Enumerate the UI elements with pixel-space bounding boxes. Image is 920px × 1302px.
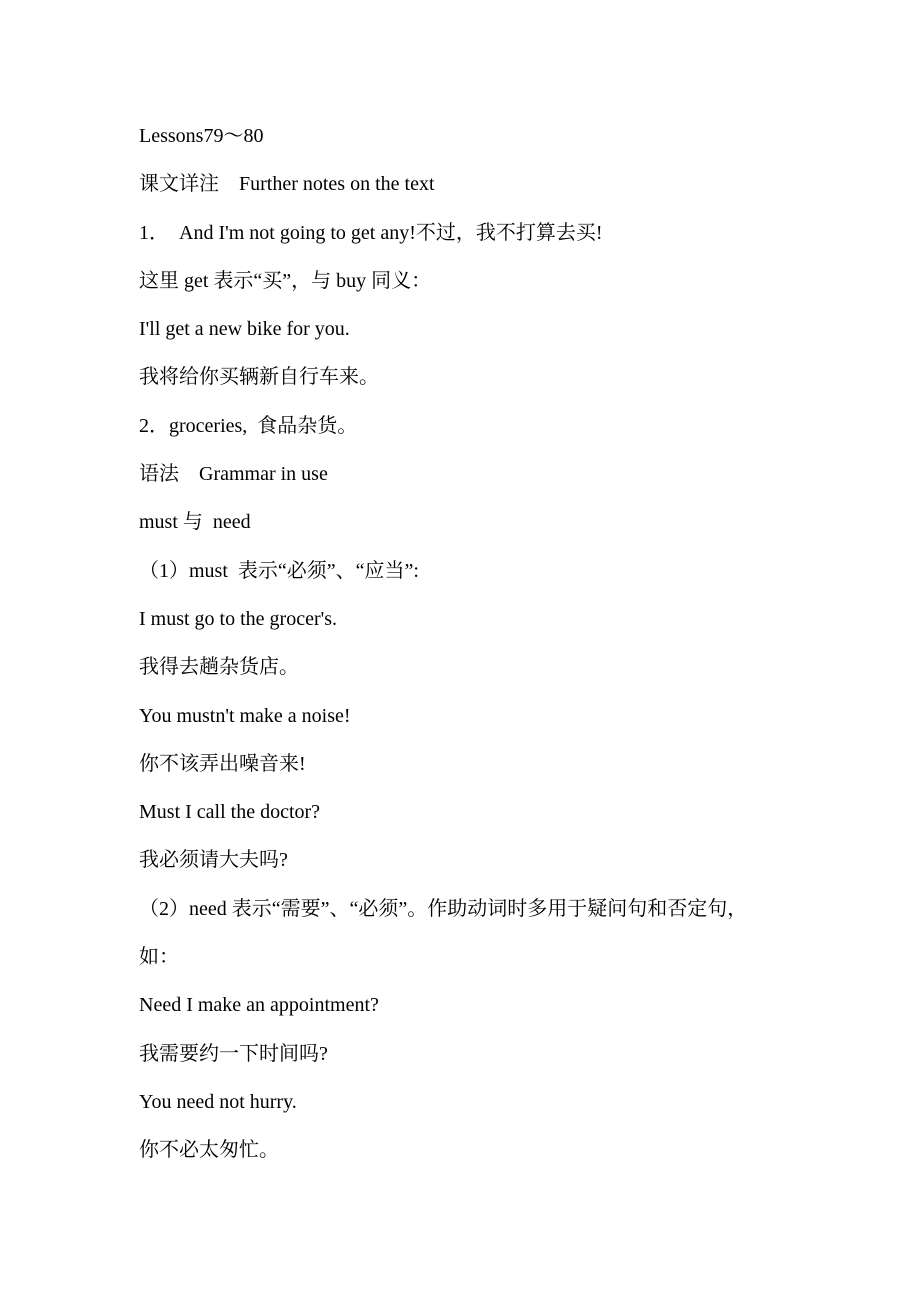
grammar-topic: must 与 need — [139, 511, 251, 534]
section-heading-grammar: 语法 Grammar in use — [139, 463, 328, 486]
example-translation: 我得去趟杂货店。 — [139, 656, 299, 679]
example-translation: 我将给你买辆新自行车来。 — [139, 366, 379, 389]
example-translation: 你不该弄出噪音来! — [139, 752, 306, 775]
example-translation: 你不必太匆忙。 — [139, 1139, 279, 1162]
example-sentence: Must I call the doctor? — [139, 801, 321, 824]
example-translation: 我需要约一下时间吗? — [139, 1042, 328, 1065]
example-sentence: You need not hurry. — [139, 1090, 297, 1113]
section-heading-notes: 课文详注 Further notes on the text — [139, 173, 435, 196]
note-explanation: 这里 get 表示“买”，与 buy 同义： — [139, 269, 432, 292]
grammar-point-2: （2）need 表示“需要”、“必须”。作助动词时多用于疑问句和否定句， — [139, 897, 748, 920]
grammar-point-2-continued: 如： — [139, 946, 179, 969]
lesson-title: Lessons79～80 — [139, 125, 264, 147]
document-body — [139, 122, 799, 1185]
example-sentence: Need I make an appointment? — [139, 994, 379, 1017]
example-sentence: I'll get a new bike for you. — [139, 318, 350, 341]
example-sentence: You mustn't make a noise! — [139, 704, 351, 727]
note-item-2: 2．groceries, 食品杂货。 — [139, 414, 358, 437]
example-translation: 我必须请大夫吗? — [139, 849, 288, 872]
note-item-1: 1． And I'm not going to get any!不过，我不打算去买! — [139, 221, 603, 244]
example-sentence: I must go to the grocer's. — [139, 607, 338, 630]
grammar-point-1: （1）must 表示“必须”、“应当”: — [139, 559, 419, 582]
